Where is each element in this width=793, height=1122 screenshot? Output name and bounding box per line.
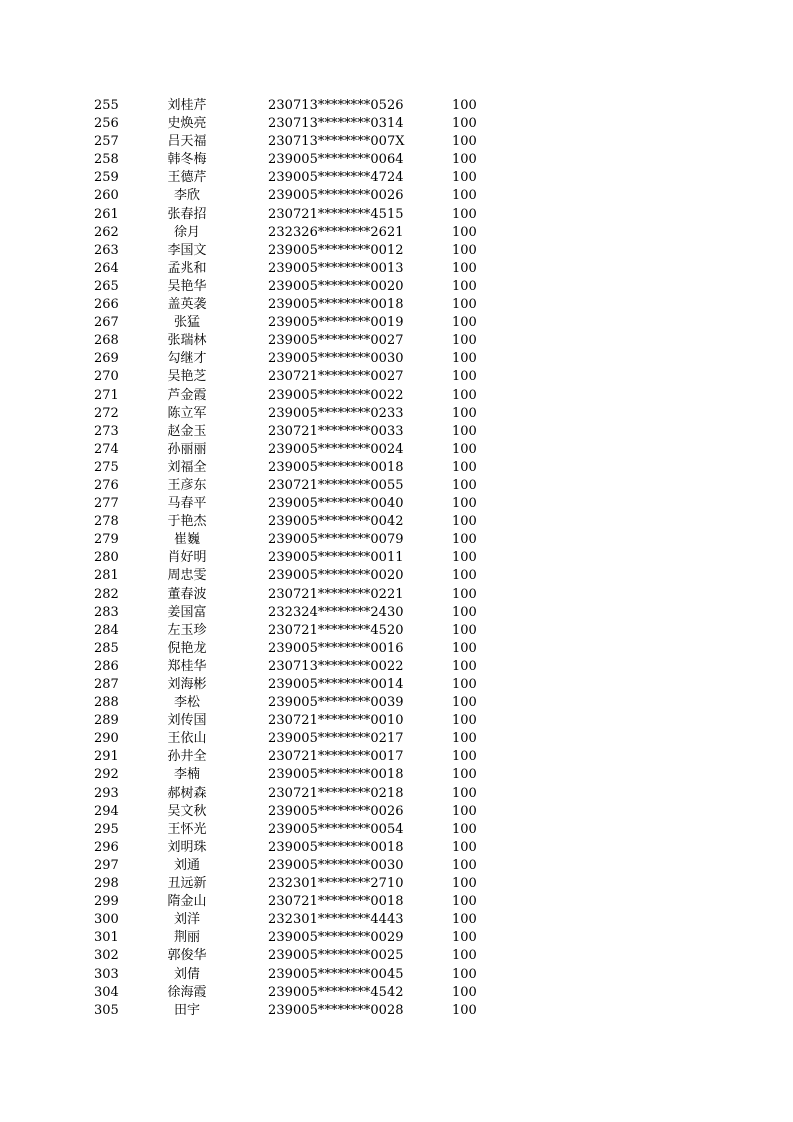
- row-number: 300: [94, 912, 119, 928]
- table-row: [0, 857, 793, 875]
- table-row: [0, 206, 793, 224]
- table-row: [0, 133, 793, 151]
- person-name: 肖好明: [167, 550, 207, 566]
- score-value: 100: [452, 713, 477, 729]
- id-number: 239005********0020: [268, 278, 404, 294]
- score-value: 100: [452, 749, 477, 765]
- score-value: 100: [452, 170, 477, 186]
- id-number: 239005********4542: [268, 984, 404, 1000]
- score-value: 100: [452, 948, 477, 964]
- row-number: 298: [94, 876, 119, 892]
- row-number: 279: [94, 532, 119, 548]
- score-value: 100: [452, 532, 477, 548]
- table-row: [0, 187, 793, 205]
- table-row: [0, 694, 793, 712]
- score-value: 100: [452, 206, 477, 222]
- table-row: [0, 604, 793, 622]
- row-number: 271: [94, 387, 119, 403]
- person-name: 刘洋: [173, 912, 200, 928]
- table-row: [0, 441, 793, 459]
- id-number: 230713********0022: [268, 658, 404, 674]
- person-name: 崔巍: [173, 532, 200, 548]
- person-name: 刘传国: [167, 713, 207, 729]
- row-number: 305: [94, 1002, 119, 1018]
- person-name: 盖英袭: [167, 297, 207, 313]
- person-name: 田宇: [173, 1002, 200, 1018]
- id-number: 239005********0026: [268, 803, 404, 819]
- score-value: 100: [452, 297, 477, 313]
- table-row: [0, 803, 793, 821]
- row-number: 285: [94, 640, 119, 656]
- person-name: 吕天福: [167, 134, 207, 150]
- person-name: 史焕亮: [167, 116, 207, 132]
- table-row: [0, 513, 793, 531]
- table-row: [0, 966, 793, 984]
- score-value: 100: [452, 333, 477, 349]
- score-value: 100: [452, 894, 477, 910]
- person-name: 赵金玉: [167, 423, 207, 439]
- row-number: 264: [94, 260, 119, 276]
- score-value: 100: [452, 477, 477, 493]
- score-value: 100: [452, 134, 477, 150]
- row-number: 280: [94, 550, 119, 566]
- score-value: 100: [452, 677, 477, 692]
- row-number: 286: [94, 658, 119, 674]
- person-name: 刘海彬: [167, 677, 207, 692]
- score-value: 100: [452, 278, 477, 294]
- score-value: 100: [452, 966, 477, 982]
- table-row: [0, 730, 793, 748]
- id-number: 232324********2430: [268, 604, 404, 620]
- person-name: 董春波: [167, 586, 207, 602]
- row-number: 262: [94, 224, 119, 240]
- person-name: 马春平: [167, 496, 207, 512]
- id-number: 239005********0040: [268, 496, 404, 512]
- row-number: 265: [94, 278, 119, 294]
- row-number: 256: [94, 116, 119, 132]
- roster-table: [0, 97, 793, 1020]
- person-name: 王怀光: [167, 821, 207, 837]
- person-name: 徐月: [173, 224, 200, 240]
- score-value: 100: [452, 803, 477, 819]
- id-number: 239005********0026: [268, 188, 404, 204]
- id-number: 239005********0030: [268, 351, 404, 367]
- score-value: 100: [452, 640, 477, 656]
- row-number: 294: [94, 803, 119, 819]
- id-number: 232301********2710: [268, 876, 404, 892]
- row-number: 258: [94, 152, 119, 168]
- score-value: 100: [452, 839, 477, 855]
- score-value: 100: [452, 441, 477, 457]
- score-value: 100: [452, 586, 477, 602]
- person-name: 刘倩: [173, 966, 200, 982]
- person-name: 陈立军: [167, 405, 207, 421]
- score-value: 100: [452, 369, 477, 385]
- score-value: 100: [452, 98, 477, 113]
- row-number: 277: [94, 496, 119, 512]
- id-number: 239005********0020: [268, 568, 404, 584]
- id-number: 239005********0018: [268, 767, 404, 783]
- table-row: [0, 947, 793, 965]
- table-row: [0, 224, 793, 242]
- row-number: 291: [94, 749, 119, 765]
- person-name: 姜国富: [167, 604, 207, 620]
- person-name: 李国文: [167, 242, 207, 258]
- score-value: 100: [452, 604, 477, 620]
- table-row: [0, 332, 793, 350]
- row-number: 257: [94, 134, 119, 150]
- person-name: 郭俊华: [167, 948, 207, 964]
- person-name: 刘通: [173, 857, 200, 873]
- id-number: 232326********2621: [268, 224, 404, 240]
- person-name: 刘福全: [167, 459, 207, 475]
- table-row: [0, 911, 793, 929]
- table-row: [0, 875, 793, 893]
- row-number: 296: [94, 839, 119, 855]
- id-number: 230721********0221: [268, 586, 404, 602]
- score-value: 100: [452, 821, 477, 837]
- person-name: 吴艳华: [167, 278, 207, 294]
- row-number: 295: [94, 821, 119, 837]
- score-value: 100: [452, 459, 477, 475]
- id-number: 230721********0033: [268, 423, 404, 439]
- table-row: [0, 712, 793, 730]
- id-number: 239005********0018: [268, 839, 404, 855]
- person-name: 孙丽丽: [167, 441, 207, 457]
- table-row: [0, 459, 793, 477]
- score-value: 100: [452, 242, 477, 258]
- table-row: [0, 169, 793, 187]
- person-name: 丑远新: [167, 876, 207, 892]
- person-name: 孙井全: [167, 749, 207, 765]
- person-name: 张猛: [173, 315, 200, 331]
- table-row: [0, 115, 793, 133]
- person-name: 李松: [173, 695, 200, 711]
- score-value: 100: [452, 188, 477, 204]
- id-number: 230721********4520: [268, 622, 404, 638]
- score-value: 100: [452, 785, 477, 801]
- id-number: 239005********0025: [268, 948, 404, 964]
- score-value: 100: [452, 731, 477, 747]
- id-number: 239005********0011: [268, 550, 404, 566]
- id-number: 230721********0027: [268, 369, 404, 385]
- person-name: 隋金山: [167, 894, 207, 910]
- row-number: 255: [94, 98, 119, 113]
- table-row: [0, 929, 793, 947]
- person-name: 刘明珠: [167, 839, 207, 855]
- row-number: 278: [94, 514, 119, 530]
- table-row: [0, 242, 793, 260]
- person-name: 张春招: [167, 206, 207, 222]
- row-number: 289: [94, 713, 119, 729]
- person-name: 于艳杰: [167, 514, 207, 530]
- score-value: 100: [452, 260, 477, 276]
- person-name: 芦金霞: [167, 387, 207, 403]
- person-name: 韩冬梅: [167, 152, 207, 168]
- table-row: [0, 676, 793, 694]
- table-row: [0, 1002, 793, 1020]
- row-number: 301: [94, 930, 119, 946]
- table-row: [0, 821, 793, 839]
- id-number: 239005********0039: [268, 695, 404, 711]
- id-number: 230721********4515: [268, 206, 404, 222]
- row-number: 276: [94, 477, 119, 493]
- table-row: [0, 785, 793, 803]
- person-name: 郝树森: [167, 785, 207, 801]
- table-row: [0, 567, 793, 585]
- id-number: 239005********0233: [268, 405, 404, 421]
- row-number: 259: [94, 170, 119, 186]
- id-number: 239005********0024: [268, 441, 404, 457]
- person-name: 郑桂华: [167, 658, 207, 674]
- person-name: 吴文秋: [167, 803, 207, 819]
- table-row: [0, 640, 793, 658]
- person-name: 荆丽: [173, 930, 200, 946]
- table-row: [0, 586, 793, 604]
- id-number: 239005********0217: [268, 731, 404, 747]
- score-value: 100: [452, 152, 477, 168]
- row-number: 270: [94, 369, 119, 385]
- row-number: 273: [94, 423, 119, 439]
- table-row: [0, 893, 793, 911]
- row-number: 290: [94, 731, 119, 747]
- row-number: 304: [94, 984, 119, 1000]
- id-number: 239005********0042: [268, 514, 404, 530]
- id-number: 230713********007X: [268, 134, 405, 150]
- id-number: 230721********0017: [268, 749, 404, 765]
- id-number: 239005********0030: [268, 857, 404, 873]
- row-number: 284: [94, 622, 119, 638]
- person-name: 周忠雯: [167, 568, 207, 584]
- person-name: 王德芹: [167, 170, 207, 186]
- id-number: 230721********0010: [268, 713, 404, 729]
- id-number: 239005********0013: [268, 260, 404, 276]
- score-value: 100: [452, 930, 477, 946]
- person-name: 王彦东: [167, 477, 207, 493]
- table-row: [0, 423, 793, 441]
- table-row: [0, 314, 793, 332]
- row-number: 263: [94, 242, 119, 258]
- score-value: 100: [452, 568, 477, 584]
- score-value: 100: [452, 622, 477, 638]
- table-row: [0, 984, 793, 1002]
- score-value: 100: [452, 550, 477, 566]
- person-name: 张瑞林: [167, 333, 207, 349]
- row-number: 261: [94, 206, 119, 222]
- person-name: 李楠: [173, 767, 200, 783]
- row-number: 287: [94, 677, 119, 692]
- score-value: 100: [452, 695, 477, 711]
- row-number: 269: [94, 351, 119, 367]
- score-value: 100: [452, 876, 477, 892]
- score-value: 100: [452, 496, 477, 512]
- id-number: 230721********0218: [268, 785, 404, 801]
- table-row: [0, 549, 793, 567]
- id-number: 239005********0012: [268, 242, 404, 258]
- table-row: [0, 748, 793, 766]
- row-number: 297: [94, 857, 119, 873]
- table-row: [0, 278, 793, 296]
- score-value: 100: [452, 767, 477, 783]
- table-row: [0, 260, 793, 278]
- table-row: [0, 405, 793, 423]
- row-number: 274: [94, 441, 119, 457]
- person-name: 徐海霞: [167, 984, 207, 1000]
- table-row: [0, 622, 793, 640]
- row-number: 272: [94, 405, 119, 421]
- row-number: 292: [94, 767, 119, 783]
- table-row: [0, 766, 793, 784]
- score-value: 100: [452, 984, 477, 1000]
- table-row: [0, 531, 793, 549]
- person-name: 勾继才: [167, 351, 207, 367]
- score-value: 100: [452, 351, 477, 367]
- person-name: 李欣: [173, 188, 200, 204]
- table-row: [0, 387, 793, 405]
- score-value: 100: [452, 857, 477, 873]
- score-value: 100: [452, 116, 477, 132]
- score-value: 100: [452, 1002, 477, 1018]
- score-value: 100: [452, 224, 477, 240]
- table-row: [0, 296, 793, 314]
- row-number: 303: [94, 966, 119, 982]
- score-value: 100: [452, 514, 477, 530]
- person-name: 王依山: [167, 731, 207, 747]
- table-row: [0, 495, 793, 513]
- id-number: 239005********0018: [268, 297, 404, 313]
- id-number: 239005********0029: [268, 930, 404, 946]
- id-number: 230721********0055: [268, 477, 404, 493]
- row-number: 283: [94, 604, 119, 620]
- score-value: 100: [452, 315, 477, 331]
- id-number: 239005********0022: [268, 387, 404, 403]
- id-number: 239005********0045: [268, 966, 404, 982]
- row-number: 302: [94, 948, 119, 964]
- person-name: 倪艳龙: [167, 640, 207, 656]
- id-number: 239005********0016: [268, 640, 404, 656]
- id-number: 230713********0314: [268, 116, 404, 132]
- score-value: 100: [452, 912, 477, 928]
- table-row: [0, 350, 793, 368]
- id-number: 239005********0014: [268, 677, 404, 692]
- row-number: 281: [94, 568, 119, 584]
- row-number: 266: [94, 297, 119, 313]
- person-name: 刘桂芹: [167, 98, 207, 113]
- table-row: [0, 477, 793, 495]
- score-value: 100: [452, 387, 477, 403]
- table-row: [0, 658, 793, 676]
- row-number: 268: [94, 333, 119, 349]
- id-number: 239005********0027: [268, 333, 404, 349]
- id-number: 239005********0079: [268, 532, 404, 548]
- id-number: 239005********4724: [268, 170, 404, 186]
- score-value: 100: [452, 405, 477, 421]
- table-row: [0, 97, 793, 115]
- id-number: 239005********0054: [268, 821, 404, 837]
- row-number: 260: [94, 188, 119, 204]
- score-value: 100: [452, 658, 477, 674]
- row-number: 299: [94, 894, 119, 910]
- person-name: 孟兆和: [167, 260, 207, 276]
- table-row: [0, 151, 793, 169]
- row-number: 288: [94, 695, 119, 711]
- id-number: 230713********0526: [268, 98, 404, 113]
- row-number: 267: [94, 315, 119, 331]
- person-name: 吴艳芝: [167, 369, 207, 385]
- table-row: [0, 839, 793, 857]
- row-number: 275: [94, 459, 119, 475]
- row-number: 282: [94, 586, 119, 602]
- id-number: 239005********0028: [268, 1002, 404, 1018]
- id-number: 239005********0018: [268, 459, 404, 475]
- score-value: 100: [452, 423, 477, 439]
- person-name: 左玉珍: [167, 622, 207, 638]
- row-number: 293: [94, 785, 119, 801]
- id-number: 230721********0018: [268, 894, 404, 910]
- table-row: [0, 368, 793, 386]
- id-number: 239005********0064: [268, 152, 404, 168]
- id-number: 232301********4443: [268, 912, 404, 928]
- id-number: 239005********0019: [268, 315, 404, 331]
